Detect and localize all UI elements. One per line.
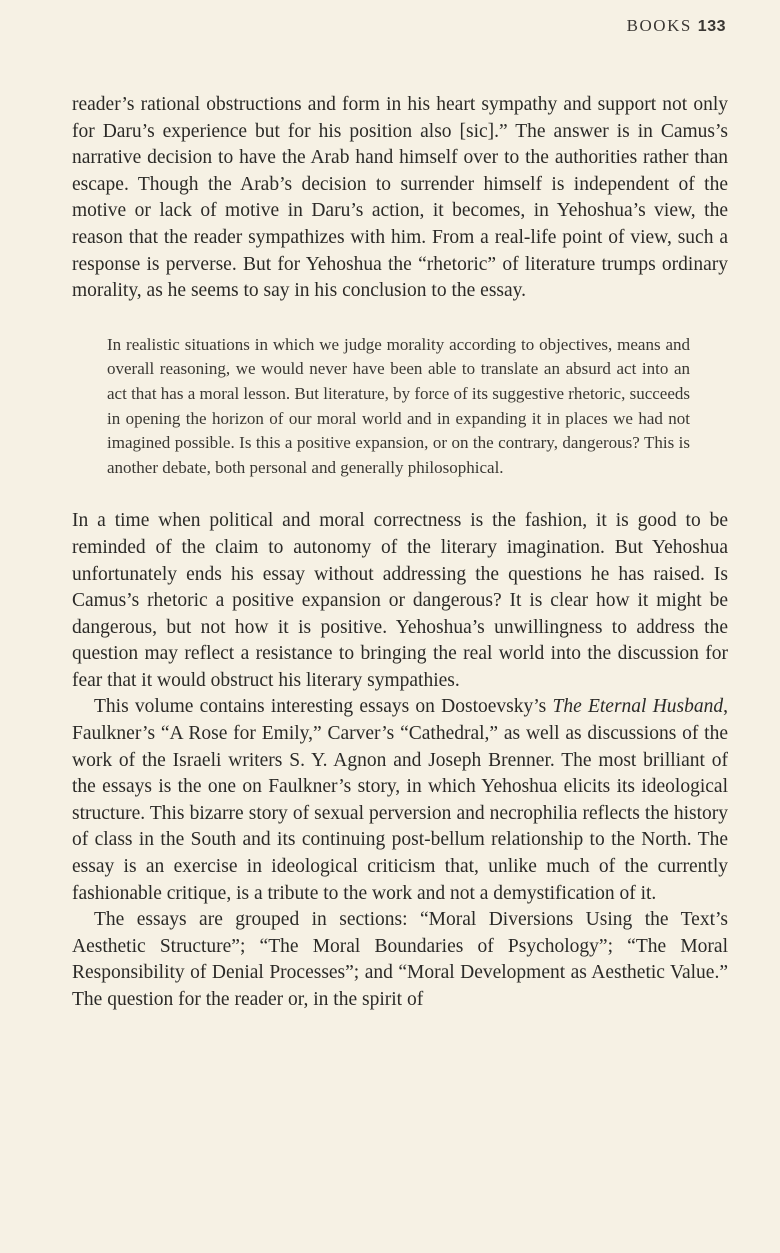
paragraph-1: reader’s rational obstructions and form in his heart sympathy and support not only for Daru’s experience but for his position also [sic].” The answer is in Camus’s narrative decision to have the Arab hand himself over to the authorities rather than escape. Though the Arab’s decision to surrender himself is independent of the motive or lack of motive in Daru’s action, it becomes, in Yehoshua’s view, the reason that the reader sympathizes with him. From a real-life point of view, such a response is perverse. But for Yehoshua the “rhetoric” of literature trumps ordinary morality, as he seems to say in his conclusion to the essay.	[72, 94, 728, 302]
running-header	[627, 16, 726, 36]
page-body	[72, 92, 728, 1014]
block-quote: In realistic situations in which we judge morality according to objectives, means and overall reasoning, we would never have been able to translate an absurd act into an act that has a moral lesson. But literature, by force of its suggestive rhetoric, succeeds in opening the horizon of our moral world and in expanding it in places we had not imagined possible. Is this a positive expansion, or on the contrary, dangerous? This is another debate, both personal and generally philosophical.	[107, 334, 691, 477]
paragraph-2: In a time when political and moral correctness is the fashion, it is good to be reminded of the claim to autonomy of the literary imagination. But Yehoshua unfortunately ends his essay without addressing the questions he has raised. Is Camus’s rhetoric a positive expansion or dangerous? It is clear how it might be dangerous, but not how it is positive. Yehoshua’s unwillingness to address the question may reflect a resistance to bringing the real world into the discussion for fear that it would obstruct his literary sympathies.	[72, 510, 728, 691]
book-title: The Eternal Husband	[552, 696, 724, 718]
paragraph-3	[72, 694, 728, 907]
page-number: 133	[697, 18, 726, 35]
section-title: BOOKS	[626, 16, 692, 35]
paragraph-3-rest: , Faulkner’s “A Rose for Emily,” Carver’s “Cathedral,” as well as discussions of the work of the Israeli writers S. Y. Agnon and Joseph Brenner. The most brilliant of the essays is the one on Faulkner’s story, in which Yehoshua elicits its ideological structure. This bizarre story of sexual perversion and necrophilia reflects the history of class in the South and its continuing post-bellum relationship to the North. The essay is an exercise in ideological criticism that, unlike much of the currently fashionable critique, is a tribute to the work and not a demystification of it.	[72, 696, 728, 904]
paragraph-3-start: This volume contains interesting essays on Dostoevsky’s	[94, 696, 553, 718]
paragraph-4: The essays are grouped in sections: “Moral Diversions Using the Text’s Aesthetic Structure”; “The Moral Boundaries of Psychology”; “The Moral Responsibility of Denial Processes”; and “Moral Development as Aesthetic Value.” The question for the reader or, in the spirit of	[72, 909, 728, 1010]
